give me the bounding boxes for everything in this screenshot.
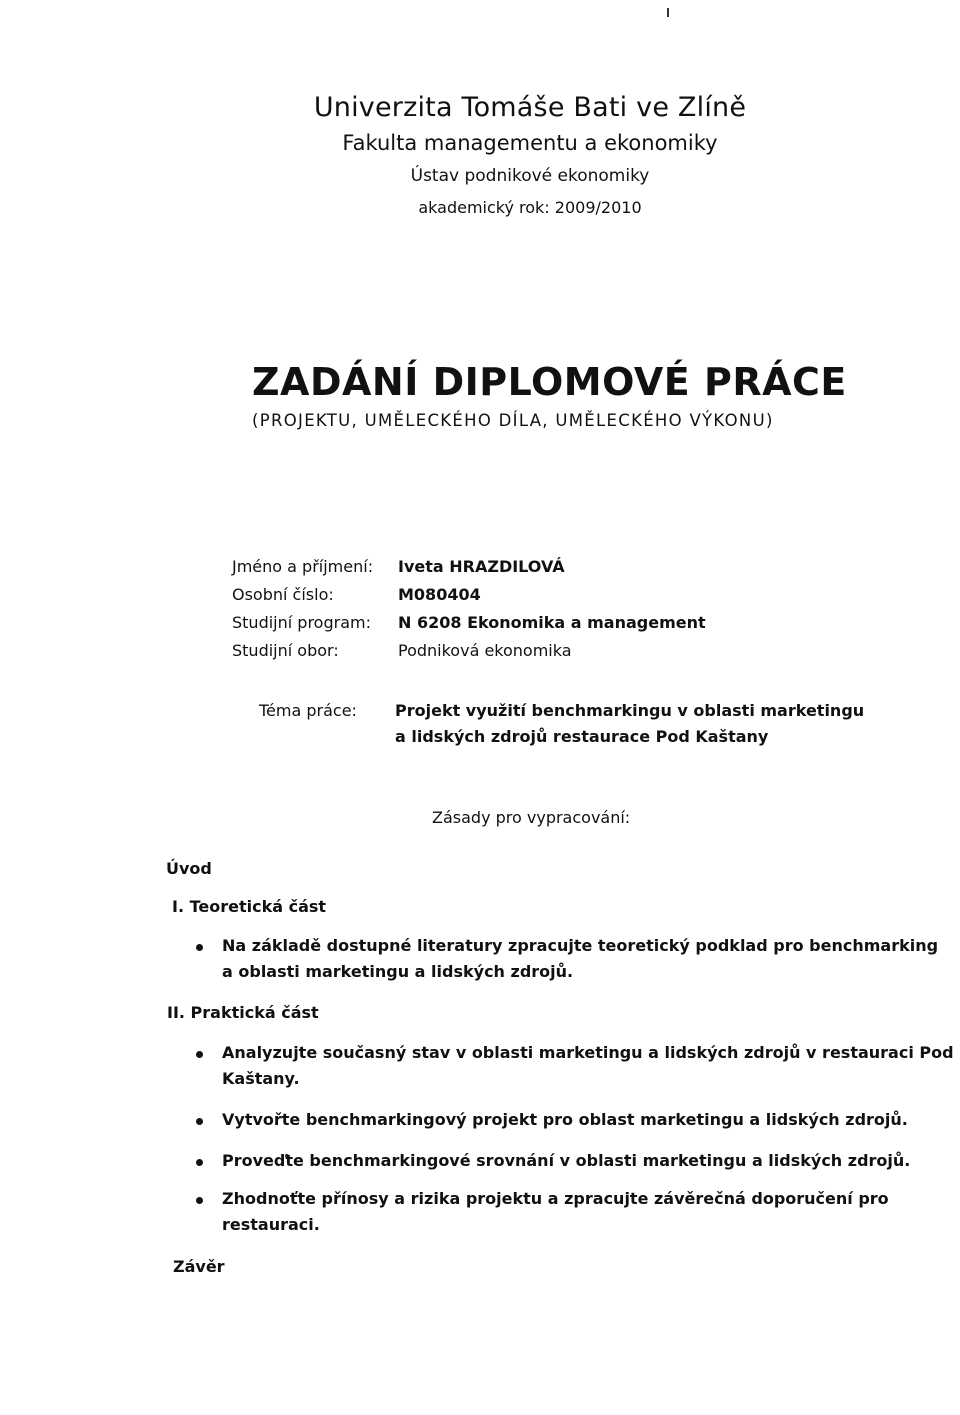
list-item: Na základě dostupné literatury zpracujte teoretický podklad pro benchmarking [222, 936, 939, 955]
topic-value-line2: a lidských zdrojů restaurace Pod Kaštany [395, 727, 769, 746]
section-theoretical-part: I. Teoretická část [172, 897, 327, 916]
personal-id-label: Osobní číslo: [232, 585, 334, 604]
list-item-continuation: restauraci. [222, 1215, 320, 1234]
faculty-name: Fakulta managementu a ekonomiky [342, 131, 718, 155]
personal-id-value: M080404 [398, 585, 481, 604]
section-practical-part: II. Praktická část [167, 1003, 319, 1022]
name-label: Jméno a příjmení: [232, 557, 374, 576]
scan-speck [667, 8, 669, 17]
study-program-value: N 6208 Ekonomika a management [398, 613, 706, 632]
document-title: ZADÁNÍ DIPLOMOVÉ PRÁCE [252, 360, 847, 404]
study-field-value: Podniková ekonomika [398, 641, 572, 660]
bullet-icon [196, 1051, 203, 1058]
bullet-icon [196, 1197, 203, 1204]
topic-label: Téma práce: [259, 701, 357, 720]
list-item: Zhodnoťte přínosy a rizika projektu a zpracujte závěrečná doporučení pro [222, 1189, 889, 1208]
university-name: Univerzita Tomáše Bati ve Zlíně [313, 92, 747, 123]
bullet-icon [196, 944, 203, 951]
document-subtitle: (PROJEKTU, UMĚLECKÉHO DÍLA, UMĚLECKÉHO VÝKONU) [252, 411, 774, 430]
list-item: Vytvořte benchmarkingový projekt pro oblast marketingu a lidských zdrojů. [222, 1110, 908, 1129]
list-item-continuation: a oblasti marketingu a lidských zdrojů. [222, 962, 574, 981]
list-item: Analyzujte současný stav v oblasti marketingu a lidských zdrojů v restauraci Pod [222, 1043, 954, 1062]
bullet-icon [196, 1159, 203, 1166]
name-value: Iveta HRAZDILOVÁ [398, 557, 565, 576]
list-item-continuation: Kaštany. [222, 1069, 300, 1088]
study-program-label: Studijní program: [232, 613, 371, 632]
principles-heading: Zásady pro vypracování: [432, 808, 631, 827]
study-field-label: Studijní obor: [232, 641, 339, 660]
bullet-icon [196, 1118, 203, 1125]
list-item: Proveďte benchmarkingové srovnání v oblasti marketingu a lidských zdrojů. [222, 1151, 911, 1170]
topic-value-line1: Projekt využití benchmarkingu v oblasti marketingu [395, 701, 865, 720]
department-name: Ústav podnikové ekonomiky [410, 166, 650, 186]
academic-year: akademický rok: 2009/2010 [418, 198, 642, 217]
section-conclusion: Závěr [173, 1257, 225, 1276]
section-introduction: Úvod [166, 859, 212, 878]
